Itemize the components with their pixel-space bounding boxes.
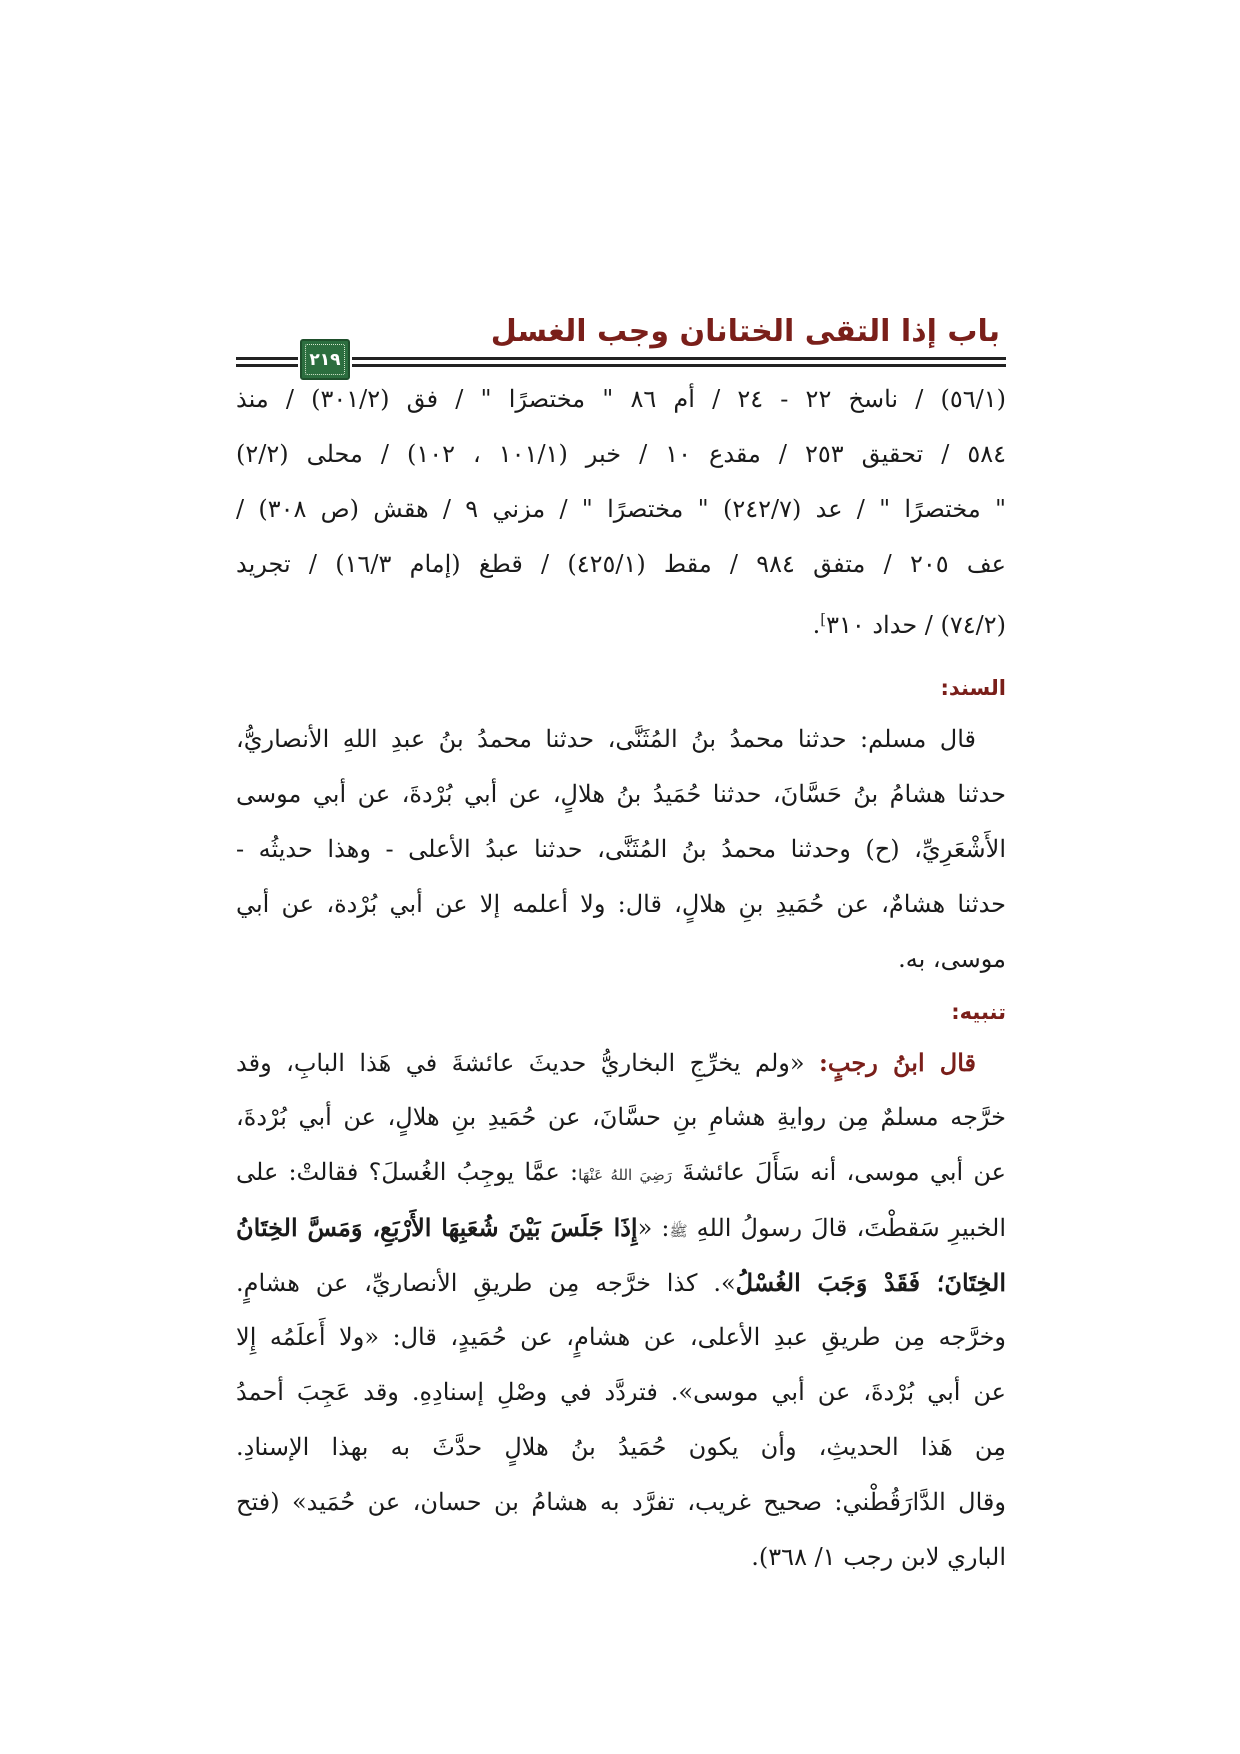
- sanad-heading: السند:: [940, 676, 1006, 700]
- tanbih-line: مِن هَذا الحديثِ، وأن يكون حُمَيدُ بنُ هلالٍ حدَّثَ به بهذا الإسنادِ.: [236, 1433, 1006, 1461]
- tanbih-line: [236, 1200, 1006, 1255]
- tanbih-line: خرَّجه مسلمٌ مِن روايةِ هشامِ بنِ حسَّانَ، عن حُمَيدِ بنِ هلالٍ، عن أبي بُرْدةَ،: [236, 1103, 1006, 1131]
- header-rule: [352, 364, 1006, 367]
- sanad-line: حدثنا هشامٌ، عن حُمَيدِ بنِ هلالٍ، قال: ولا أعلمه إلا عن أبي بُرْدة، عن أبي: [236, 890, 1006, 918]
- page-number: ٢١٩: [309, 349, 341, 370]
- tanbih-text: : «: [637, 1214, 670, 1242]
- tanbih-line: [236, 1145, 1006, 1200]
- speaker-name: قال ابنُ رجبٍ:: [818, 1048, 976, 1077]
- references-block: [236, 372, 1006, 647]
- reference-line: ٥٨٤ / تحقيق ٢٥٣ / مقدع ١٠ / خبر (١٠١/١ ، ١٠٢) / محلى (٢/٢): [236, 440, 1006, 468]
- header-rule: [236, 364, 298, 367]
- tanbih-line: [236, 1255, 1006, 1310]
- tanbih-text: الخبيرِ سَقطْتَ، قالَ رسولُ اللهِ: [687, 1214, 1006, 1242]
- tanbih-line: وقال الدَّارَقُطْني: صحيح غريب، تفرَّد به هشامُ بن حسان، عن حُمَيد» (فتح: [236, 1488, 1006, 1516]
- tanbih-text: «ولم يخرِّجِ البخاريُّ حديثَ عائشةَ في هَذا البابِ، وقد: [236, 1049, 819, 1077]
- chapter-title: باب إذا التقى الختانان وجب الغسل: [490, 314, 1000, 349]
- tanbih-line: وخرَّجه مِن طريقِ عبدِ الأعلى، عن هشامٍ، عن حُمَيدٍ، قال: «ولا أَعلَمُه إِلا: [236, 1323, 1006, 1351]
- tanbih-heading: تنبيه:: [951, 1000, 1006, 1024]
- tanbih-line: [236, 1035, 1006, 1090]
- tanbih-line: عن أبي بُرْدةَ، عن أبي موسى». فتردَّد في وصْلِ إسنادِهِ. وقد عَجِبَ أحمدُ: [236, 1378, 1006, 1406]
- tanbih-text: : عمَّا يوجِبُ الغُسلَ؟ فقالتْ: على: [236, 1158, 579, 1186]
- sanad-line: موسى، به.: [898, 945, 1006, 973]
- tanbih-paragraph: [236, 1035, 1006, 1585]
- header-rule: [352, 357, 1006, 360]
- end-punctuation: .: [812, 611, 821, 639]
- tanbih-text: عن أبي موسى، أنه سَأَلَ عائشةَ: [672, 1158, 1006, 1186]
- hadith-text: إِذَا جَلَسَ بَيْنَ شُعَبِهَا الأَرْبَعِ، وَمَسَّ الخِتَانُ: [236, 1213, 638, 1242]
- reference-line: " مختصرًا " / عد (٢٤٢/٧) " مختصرًا " / مزني ٩ / هقش (ص ٣٠٨) /: [236, 495, 1006, 523]
- sanad-line: قال مسلم: حدثنا محمدُ بنُ المُثَنَّى، حدثنا محمدُ بنُ عبدِ اللهِ الأنصاريُّ،: [236, 725, 977, 753]
- reference-line: عف ٢٠٥ / متفق ٩٨٤ / مقط (٤٢٥/١) / قطغ (إمام ١٦/٣) / تجريد: [236, 550, 1006, 578]
- sanad-line: حدثنا هشامُ بنُ حَسَّانَ، حدثنا حُمَيدُ بنُ هلالٍ، عن أبي بُرْدةَ، عن أبي موسى: [236, 780, 1006, 808]
- reference-line: (٥٦/١) / ناسخ ٢٢ - ٢٤ / أم ٨٦ " مختصرًا " / فق (٣٠١/٢) / منذ: [236, 385, 1006, 413]
- reference-text: (٧٤/٢) / حداد ٣١٠: [826, 611, 1006, 639]
- sanad-paragraph: [236, 712, 1006, 987]
- sanad-line: الأَشْعَرِيِّ، (ح) وحدثنا محمدُ بنُ المُثَنَّى، حدثنا عبدُ الأعلى - وهذا حديثُه -: [236, 835, 1006, 863]
- honorific-glyph: رَضِيَ اللهُ عَنْهَا: [578, 1166, 673, 1184]
- hadith-text: الخِتَانَ؛ فَقَدْ وَجَبَ الغُسْلُ: [735, 1268, 1006, 1297]
- tanbih-text: ». كذا خرَّجه مِن طريقِ الأنصاريِّ، عن هشامٍ.: [236, 1269, 736, 1297]
- tanbih-line: الباري لابن رجب ١/ ٣٦٨).: [751, 1543, 1006, 1571]
- end-bracket-mark: ]: [820, 610, 827, 628]
- salla-glyph: ﷺ: [669, 1222, 688, 1240]
- reference-line: [236, 592, 1006, 647]
- header-rule: [236, 357, 298, 360]
